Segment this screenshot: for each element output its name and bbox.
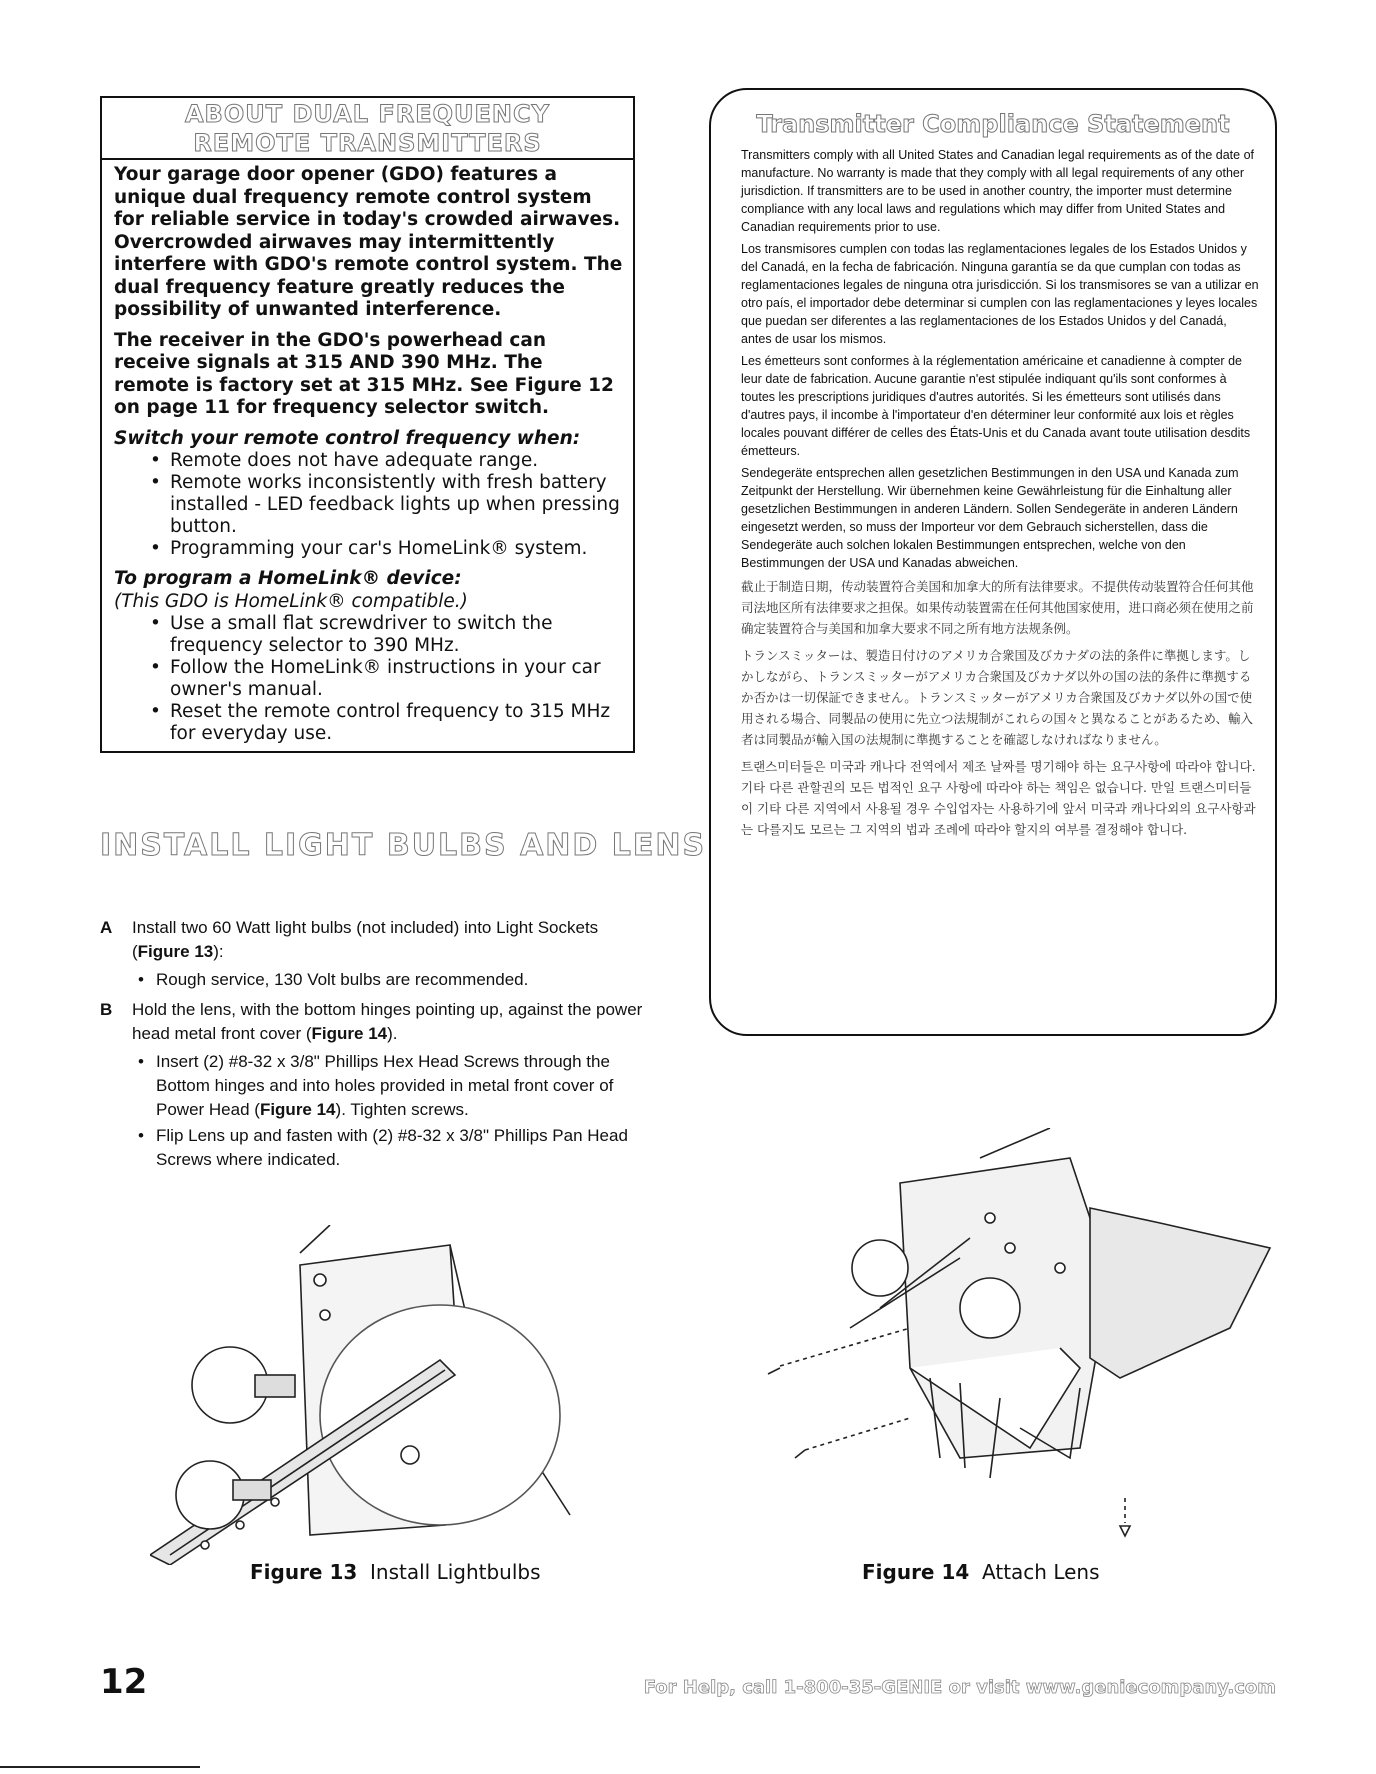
figure-ref: Figure 13 (137, 942, 214, 961)
dual-title-line2: REMOTE TRANSMITTERS (193, 129, 542, 157)
install-heading: INSTALL LIGHT BULBS AND LENS (100, 828, 707, 863)
program-heading: To program a HomeLink® device: (114, 568, 462, 589)
dual-frequency-body (114, 164, 624, 753)
compliance-spanish: Los transmisores cumplen con todas las reglamentaciones legales de los Estados Unidos y del Canadá, en la fecha de fabricación. Ninguna garantía se da que cumplan con todas as reglamentaciones legales de ninguna otra jurisdicción. Si los transmisores se van a utilizar en otro país, el importador debe determinar si cumplen con las reglamentaciones y leyes locales que puedan ser diferentes a las reglamentaciones de los Estados Unidos y del Canadá, antes de usar los mismos. (741, 242, 1259, 346)
figure-13-caption (250, 1560, 541, 1584)
compliance-box (709, 88, 1277, 1036)
step-a (100, 916, 660, 964)
program-note: (This GDO is HomeLink® compatible.) (114, 590, 468, 612)
figure-13-label: Figure 13 (250, 1560, 358, 1584)
figure-14-illustration (760, 1128, 1280, 1548)
figure-ref: Figure 14 (259, 1100, 336, 1119)
compliance-chinese: 截止于制造日期，传动装置符合美国和加拿大的所有法律要求。不提供传动装置符合任何其他司法地区所有法律要求之担保。如果传动装置需在任何其他国家使用，进口商必须在使用之前确定装置符合与美国和加拿大要求不同之所有地方法规条例。 (741, 579, 1254, 636)
dual-title-line1: ABOUT DUAL FREQUENCY (184, 100, 550, 128)
bottom-rule (0, 1766, 200, 1768)
step-a-pre: Install two 60 Watt light bulbs (not included) into Light Sockets ( (132, 918, 599, 961)
figure-14-label: Figure 14 (862, 1560, 970, 1584)
switch-item: • Remote works inconsistently with fresh battery installed - LED feedback lights up when pressing button. (170, 472, 624, 538)
compliance-body (741, 146, 1259, 846)
program-item: • Use a small flat screwdriver to switch the frequency selector to 390 MHz. (170, 613, 624, 657)
dual-frequency-box (100, 96, 635, 753)
step-b-bullet-1 (156, 1050, 660, 1122)
page-number: 12 (100, 1662, 148, 1702)
program-list (114, 613, 624, 745)
intro-paragraph-1: Your garage door opener (GDO) features a unique dual frequency remote control system for reliable service in today's crowded airwaves. Overcrowded airwaves may intermittently interfere with GDO's remote control system. The dual frequency feature greatly reduces the possibility of unwanted interference. (114, 164, 623, 320)
figure-13-caption-text: Install Lightbulbs (370, 1560, 541, 1584)
program-item: • Follow the HomeLink® instructions in your car owner's manual. (170, 657, 624, 701)
compliance-german: Sendegeräte entsprechen allen gesetzlichen Bestimmungen in den USA und Kanada zum Zeitpunkt der Herstellung. Wir übernehmen keine Gewährleistung für die Einhaltung aller gesetzlichen Bestimmungen in anderen Ländern. Sollen Sendegeräte in anderen Ländern eingesetzt werden, so muss der Importeur vor dem Gebrauch sicherstellen, dass die Sendegeräte auch solchen lokalen Bestimmungen entsprechen, welche von den Bestimmungen der USA und Kanadas abweichen. (741, 466, 1239, 570)
compliance-korean: 트랜스미터들은 미국과 캐나다 전역에서 제조 날짜를 명기해야 하는 요구사항에 따라야 합니다. 기타 다른 관할권의 모든 법적인 요구 사항에 따라야 하는 책임은 없습니다. 만일 트랜스미터들이 기타 다른 지역에서 사용될 경우 수입업자는 사용하기에 앞서 미국과 캐나다외의 요구사항과는 다를지도 모르는 그 지역의 법과 조례에 따라야 할지의 여부를 결정해야 합니다. (741, 759, 1256, 837)
step-b-text (132, 998, 660, 1046)
step-a-post: ): (213, 942, 224, 961)
intro-paragraph-2: The receiver in the GDO's powerhead can receive signals at 315 AND 390 MHz. The remote is factory set at 315 MHz. See Figure 12 on page 11 for frequency selector switch. (114, 329, 614, 418)
switch-list (114, 450, 624, 560)
switch-item: • Programming your car's HomeLink® system. (170, 538, 624, 560)
step-b-bullet-2: • Flip Lens up and fasten with (2) #8-32 x 3/8" Phillips Pan Head Screws where indicated. (156, 1124, 660, 1172)
compliance-japanese: トランスミッターは、製造日付けのアメリカ合衆国及びカナダの法的条件に準拠します。しかしながら、トランスミッターがアメリカ合衆国及びカナダ以外の国の法的条件に準拠するか否かは一切保証できません。トランスミッターがアメリカ合衆国及びカナダ以外の国で使用される場合、同製品の使用に先立つ法規制がこれらの国々と異なることがあるため、輸入者は同製品が輸入国の法規制に準拠することを確認しなければなりません。 (741, 648, 1254, 747)
step-b-letter: B (100, 1000, 113, 1019)
program-item: • Reset the remote control frequency to 315 MHz for everyday use. (170, 701, 624, 745)
step-b-pre: Hold the lens, with the bottom hinges pointing up, against the power head metal front cover ( (132, 1000, 643, 1043)
switch-heading: Switch your remote control frequency when: (114, 427, 581, 449)
install-body (100, 916, 660, 1178)
step-b-bullets (132, 1050, 660, 1172)
bullet1-pre: Insert (2) #8-32 x 3/8" Phillips Hex Head Screws through the Bottom hinges and into holes provided in metal front cover of Power Head ( (156, 1052, 614, 1119)
step-a-text (132, 916, 660, 964)
step-a-bullets (132, 968, 660, 992)
figure-14-caption (862, 1560, 1100, 1584)
footer-help-text: For Help, call 1-800-35-GENIE or visit www.geniecompany.com (643, 1677, 1276, 1698)
step-a-letter: A (100, 918, 113, 937)
compliance-title: Transmitter Compliance Statement (756, 110, 1230, 138)
figure-ref: Figure 14 (311, 1024, 388, 1043)
dual-frequency-title (102, 98, 633, 160)
bullet1-post: ). Tighten screws. (335, 1100, 469, 1119)
step-a-bullet: • Rough service, 130 Volt bulbs are recommended. (156, 968, 660, 992)
switch-item: • Remote does not have adequate range. (170, 450, 624, 472)
figure-13-illustration (150, 1225, 630, 1565)
step-b-post: ). (387, 1024, 398, 1043)
step-b (100, 998, 660, 1046)
compliance-english: Transmitters comply with all United States and Canadian legal requirements as of the date of manufacture. No warranty is made that they comply with all legal requirements of any other jurisdiction. If transmitters are to be used in another country, the importer must determine compliance with any local laws and regulations which may differ from United States and Canadian requirements prior to use. (741, 148, 1254, 234)
figure-14-caption-text: Attach Lens (982, 1560, 1100, 1584)
compliance-french: Les émetteurs sont conformes à la réglementation américaine et canadienne à compter de leur date de fabrication. Aucune garantie n'est stipulée indiquant qu'ils sont conformes à toutes les prescriptions juridiques d'autres autorités. Si les émetteurs sont utilisés dans d'autres pays, il incombe à l'importateur d'en déterminer leur conformité aux lois et règles locales pouvant différer de celles des États-Unis et du Canada avant toute utilisation desdits émetteurs. (741, 354, 1251, 458)
